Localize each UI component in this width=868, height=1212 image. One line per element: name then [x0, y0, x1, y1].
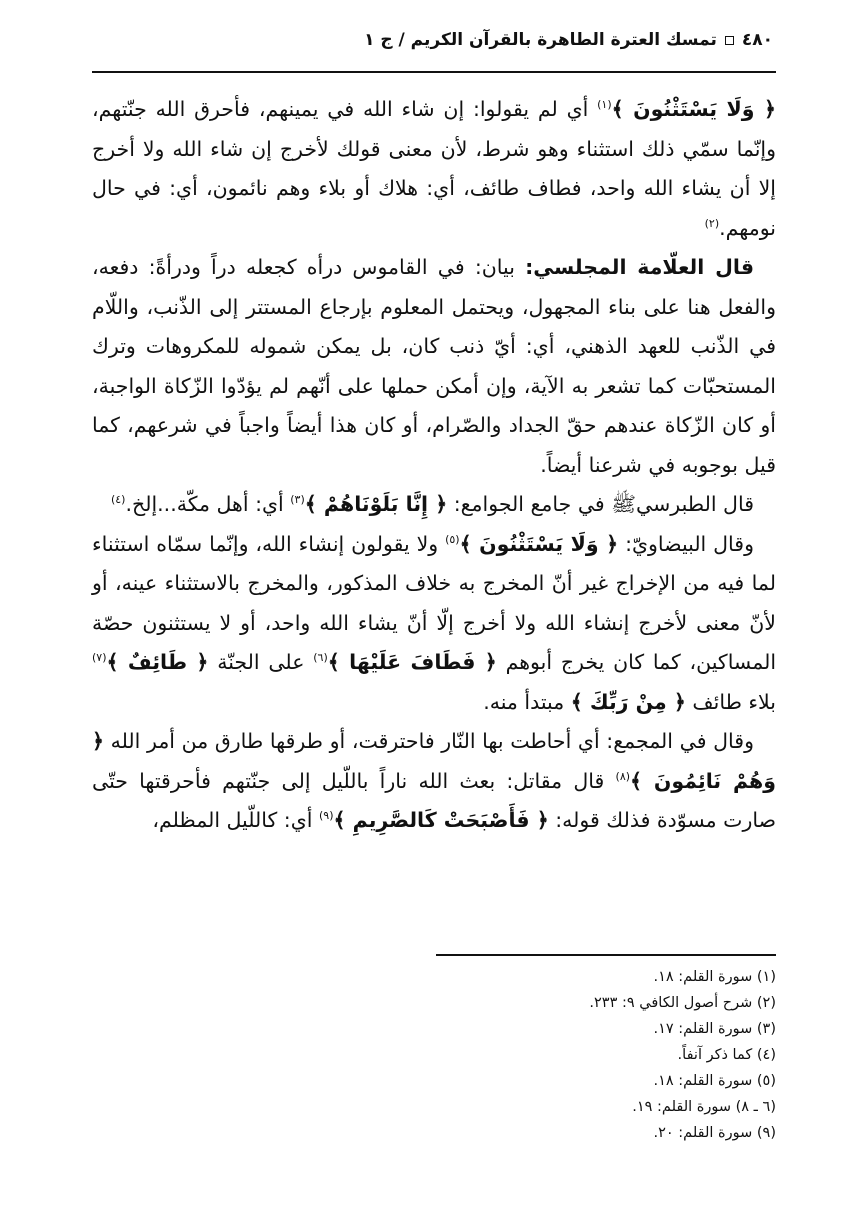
paragraph-text: وقال في المجمع: أي أحاطت بها النّار فاحترقت، أو طرقها طارق من أمر الله: [104, 729, 754, 753]
footnote-ref: (٨): [615, 769, 631, 783]
honorific-glyph: ﷺ: [611, 492, 637, 516]
paragraph-text: أي: أهل مكّة...إلخ.: [125, 492, 291, 516]
page-number: ٤٨٠: [741, 30, 773, 50]
paragraph-text: على الجنّة: [208, 650, 314, 674]
paragraph-text: قال مقاتل: بعث الله ناراً باللّيل إلى جنّتهم فأحرقتها حتّى صارت مسوّدة فذلك قوله:: [92, 768, 776, 832]
paragraph-4: [92, 525, 776, 723]
footnote-ref: (٥): [445, 532, 460, 546]
footnote-ref: (١): [597, 98, 612, 112]
paragraph-2: [92, 248, 776, 485]
quran-quote: ﴿ طَائِفٌ ﴾: [106, 650, 209, 674]
quran-quote: ﴿ فَأَصْبَحَتْ كَالصَّرِيمِ ﴾: [333, 808, 549, 832]
paragraph-text: أي: كاللّيل المظلم،: [152, 808, 319, 832]
footnote-ref: (٧): [92, 651, 107, 665]
footnote-ref: (٩): [318, 809, 334, 823]
running-header: [95, 30, 773, 50]
footnotes: [256, 964, 776, 1146]
paragraph-text: وقال البيضاويّ:: [618, 531, 754, 556]
footnote-ref: (٤): [110, 493, 126, 507]
quran-quote: ﴿ فَطَافَ عَلَيْهَا ﴾: [327, 650, 497, 674]
footnote: (١) سورة القلم: ١٨.: [653, 969, 776, 985]
footnote-ref: (٣): [290, 493, 305, 507]
paragraph-text: بيان: في القاموس درأه كجعله دراً ودرأةً: دفعه، والفعل هنا على بناء المجهول، ويحتمل المعلوم بإرجاع المستتر إلى الذّنب، واللّام في الذّنب للعهد الذهني، أي: أيّ ذنب كان، بل يمكن شموله للمكروهات وترك المستحبّات كما تشعر به الآية، وإن أمكن حملها على أنّهم لم يؤدّوا الزّكاة الواجبة، أو كان الزّكاة عندهم حقّ الجداد والصّرام، أو كان هذا أيضاً واجباً في شرعهم، كما قيل بوجوبه في شرعنا أيضاً.: [92, 255, 776, 477]
footnote-ref: (٢): [704, 216, 720, 230]
header-rule: [92, 71, 776, 73]
quran-quote: ﴿ وَلَا يَسْتَثْنُونَ ﴾: [611, 97, 776, 121]
footnote: (٩) سورة القلم: ٢٠.: [653, 1125, 776, 1141]
paragraph-text: ولا يقولون إنشاء الله، وإنّما سمّاه استثناء لما فيه من الإخراج غير أنّ المخرج به خلاف المذكور، والمخرج بالاستثناء عينه، أو لأنّ معنى لأخرج إنشاء الله ولا أخرج إلّا أنّ يشاء الله واحد، أو لا يستثنون حصّة المساكين، كما كان يخرج أبوهم: [92, 531, 777, 674]
paragraph-5: [92, 722, 776, 841]
quran-quote: ﴿ إِنَّا بَلَوْنَاهُمْ ﴾: [304, 492, 448, 516]
footnote: (٣) سورة القلم: ١٧.: [653, 1021, 776, 1037]
footnote-ref: (٦): [313, 651, 328, 665]
paragraph-3: [92, 485, 776, 525]
paragraph-text: بلاء طائف: [685, 689, 776, 714]
paragraph-text: في جامع الجوامع:: [447, 492, 612, 516]
book-title: تمسك العترة الطاهرة بالقرآن الكريم / ج ١: [364, 30, 717, 50]
quran-quote: ﴿ وَلَا يَسْتَثْنُونَ ﴾: [459, 531, 619, 556]
paragraph-text: مبتدأ منه.: [483, 689, 571, 714]
quran-quote: ﴿ مِنْ رَبِّكَ ﴾: [570, 689, 686, 714]
footnote: (٦ ـ ٨) سورة القلم: ١٩.: [632, 1099, 776, 1115]
main-text: [92, 90, 776, 841]
footnote: (٥) سورة القلم: ١٨.: [653, 1073, 776, 1089]
footnote: (٤) كما ذكر آنفاً.: [677, 1047, 776, 1063]
footnote-rule: [436, 954, 776, 956]
paragraph-1: [92, 90, 776, 248]
paragraph-lead: قال العلّامة المجلسي:: [525, 255, 754, 279]
paragraph-text: أي لم يقولوا: إن شاء الله في يمينهم، فأحرق الله جنّتهم، وإنّما سمّي ذلك استثناء وهو شرط، لأن معنى قولك لأخرج إن شاء الله ولا أخرج إلا أن يشاء الله واحد، فطاف طائف، أي: هلاك أو بلاء وهم نائمون، أي: في حال نومهم.: [92, 97, 776, 240]
quran-quote: ﴿ وَهُمْ نَائِمُونَ ﴾: [92, 729, 776, 793]
paragraph-text: قال الطبرسي: [636, 492, 754, 516]
header-separator-box: [725, 36, 734, 45]
footnote: (٢) شرح أصول الكافي ٩: ٢٣٣.: [589, 995, 776, 1011]
